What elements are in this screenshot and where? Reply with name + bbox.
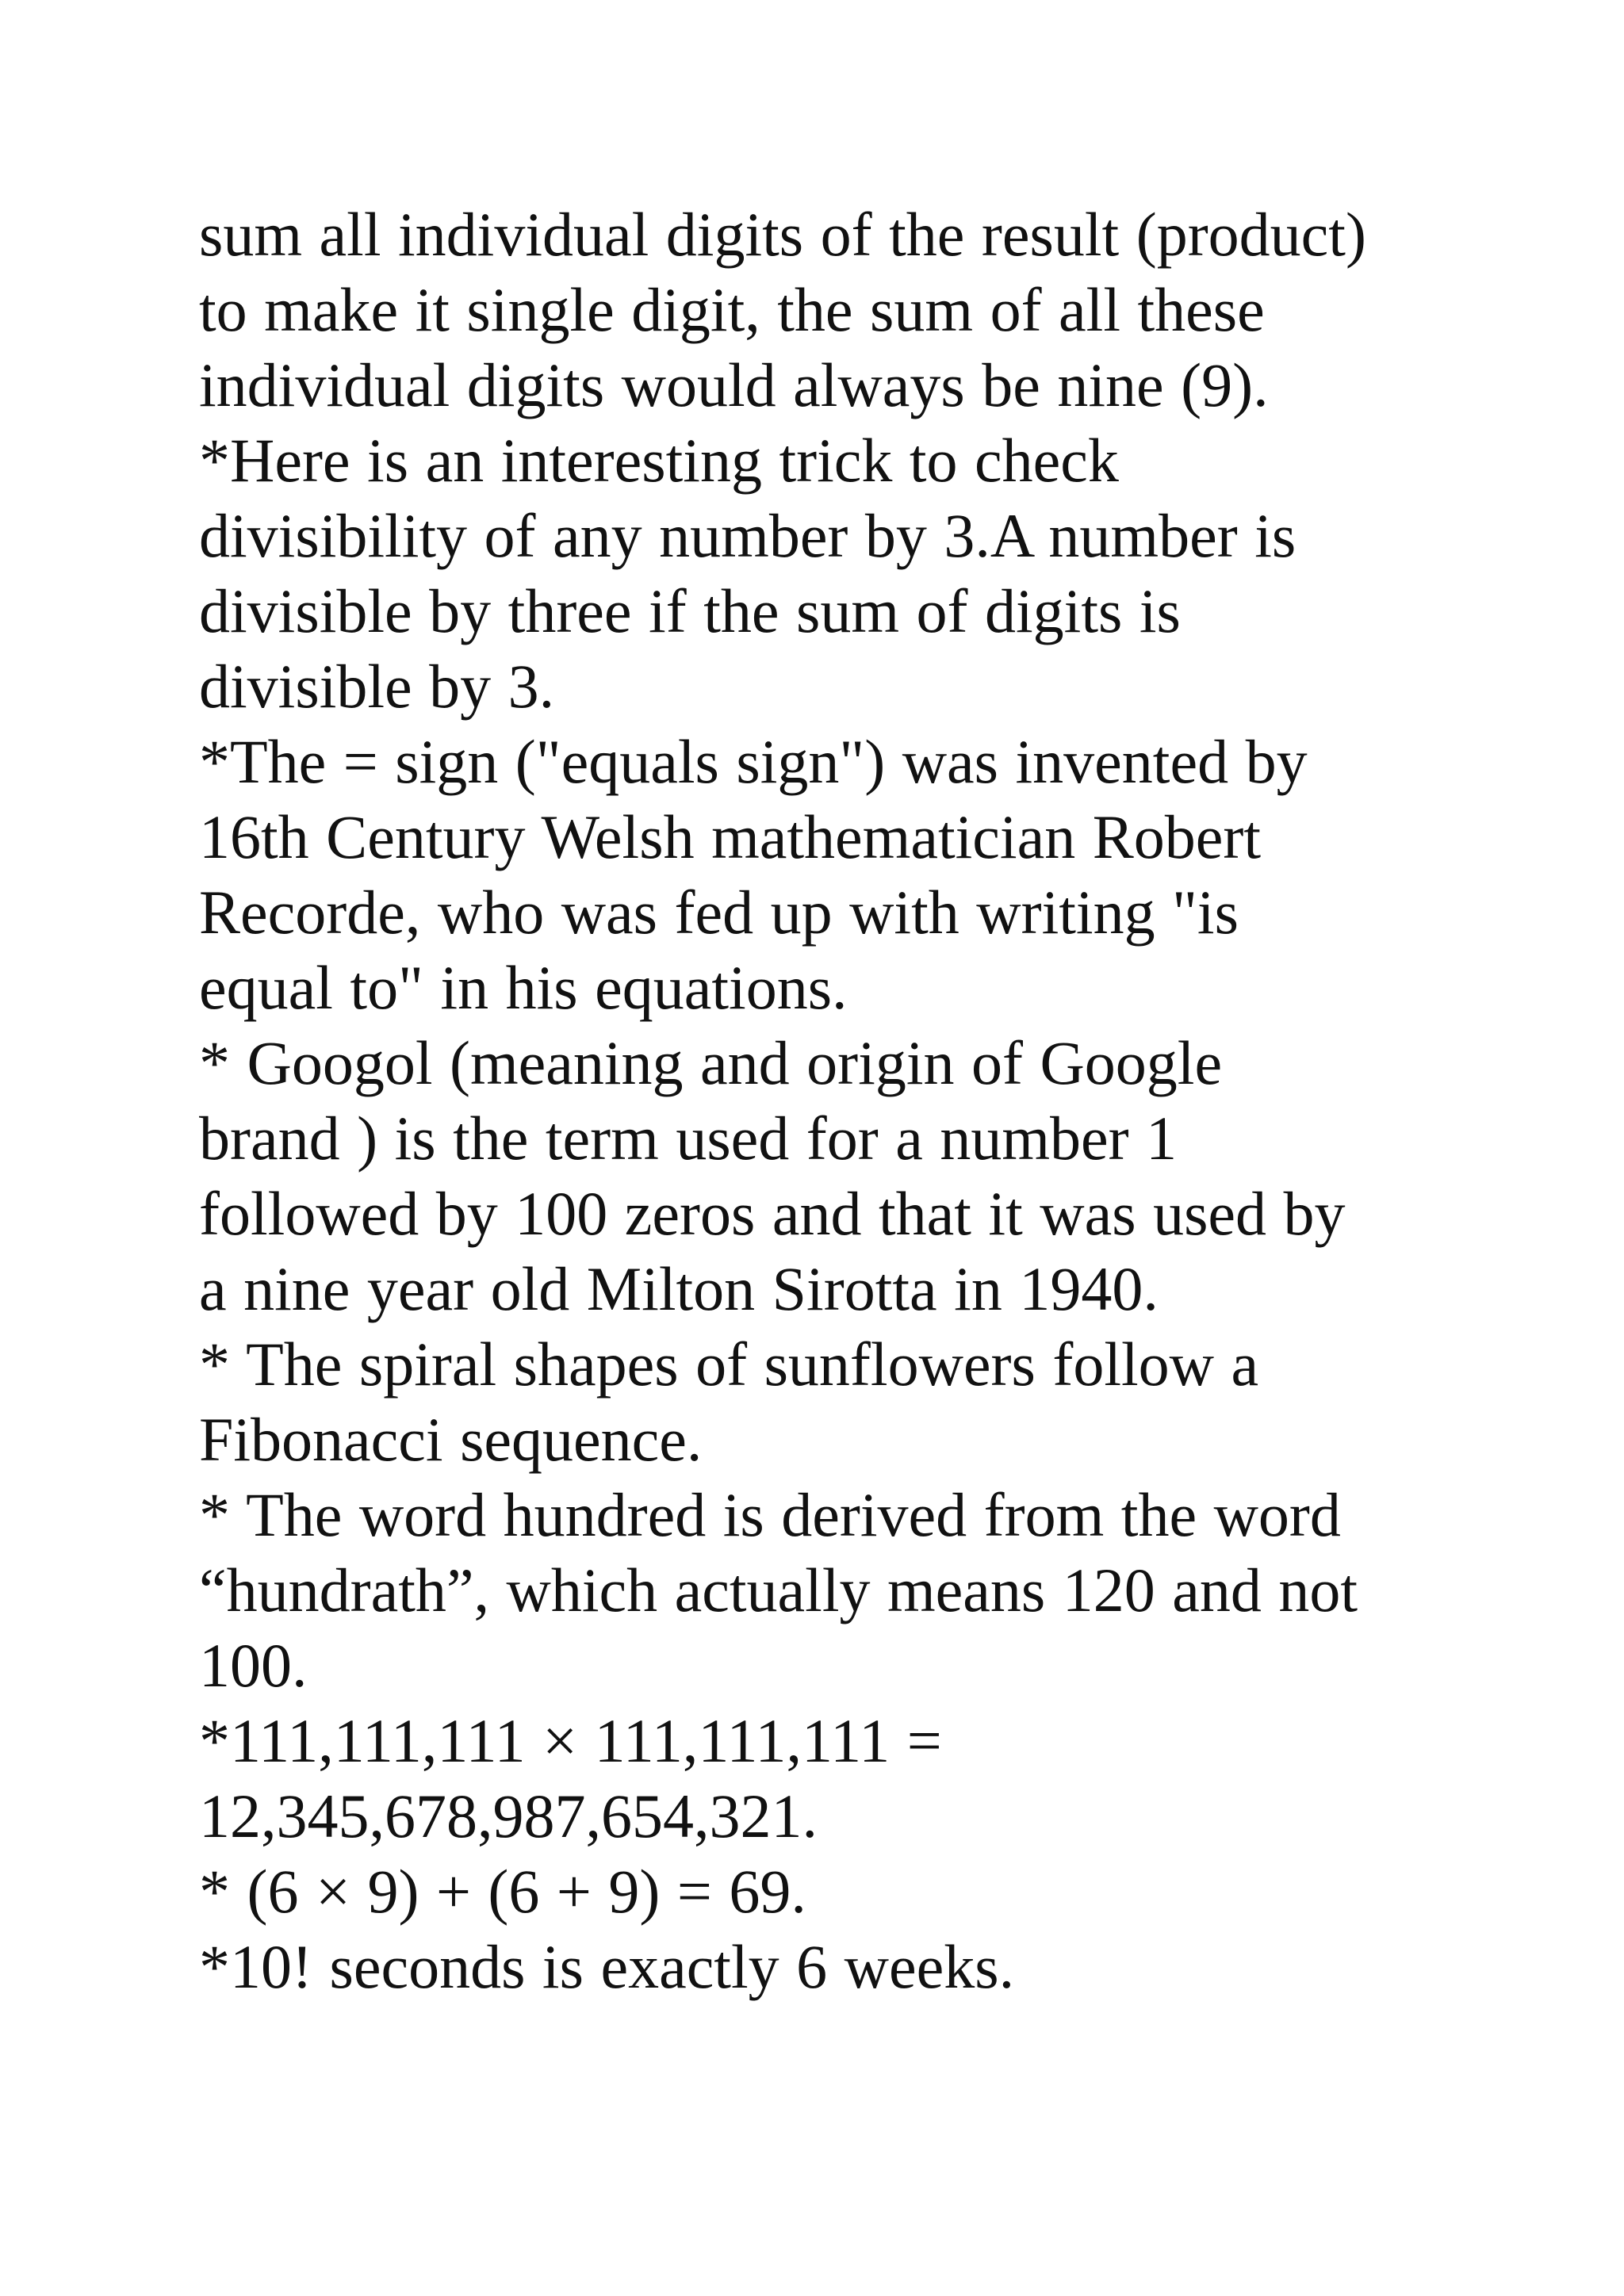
text-line: Fibonacci sequence. [199,1405,703,1474]
text-line: *Here is an interesting trick to check [199,426,1119,495]
text-line: *10! seconds is exactly 6 weeks. [199,1932,1015,2001]
text-line: divisible by three if the sum of digits is [199,576,1181,645]
text-line: sum all individual digits of the result (product) [199,200,1366,269]
text-line: 100. [199,1631,308,1700]
text-line: divisibility of any number by 3.A number is [199,501,1297,570]
text-line: “hundrath”, which actually means 120 and not [199,1556,1358,1624]
text-line: 12,345,678,987,654,321. [199,1781,818,1850]
text-line: *The = sign ("equals sign") was invented by [199,727,1308,796]
text-line: equal to" in his equations. [199,953,848,1022]
text-line: divisible by 3. [199,652,555,721]
body-text [199,197,1500,2004]
text-line: * The spiral shapes of sunflowers follow a [199,1330,1259,1399]
text-line: Recorde, who was fed up with writing "is [199,878,1239,947]
text-line: * The word hundred is derived from the word [199,1480,1341,1549]
text-line: *111,111,111 × 111,111,111 = [199,1706,942,1775]
text-line: a nine year old Milton Sirotta in 1940. [199,1254,1159,1323]
text-line: followed by 100 zeros and that it was used by [199,1179,1346,1248]
text-line: 16th Century Welsh mathematician Robert [199,802,1261,871]
text-line: individual digits would always be nine (9). [199,350,1269,419]
text-line: * Googol (meaning and origin of Google [199,1028,1223,1097]
text-line: brand ) is the term used for a number 1 [199,1104,1178,1173]
text-line: * (6 × 9) + (6 + 9) = 69. [199,1857,806,1926]
text-line: to make it single digit, the sum of all these [199,275,1265,344]
